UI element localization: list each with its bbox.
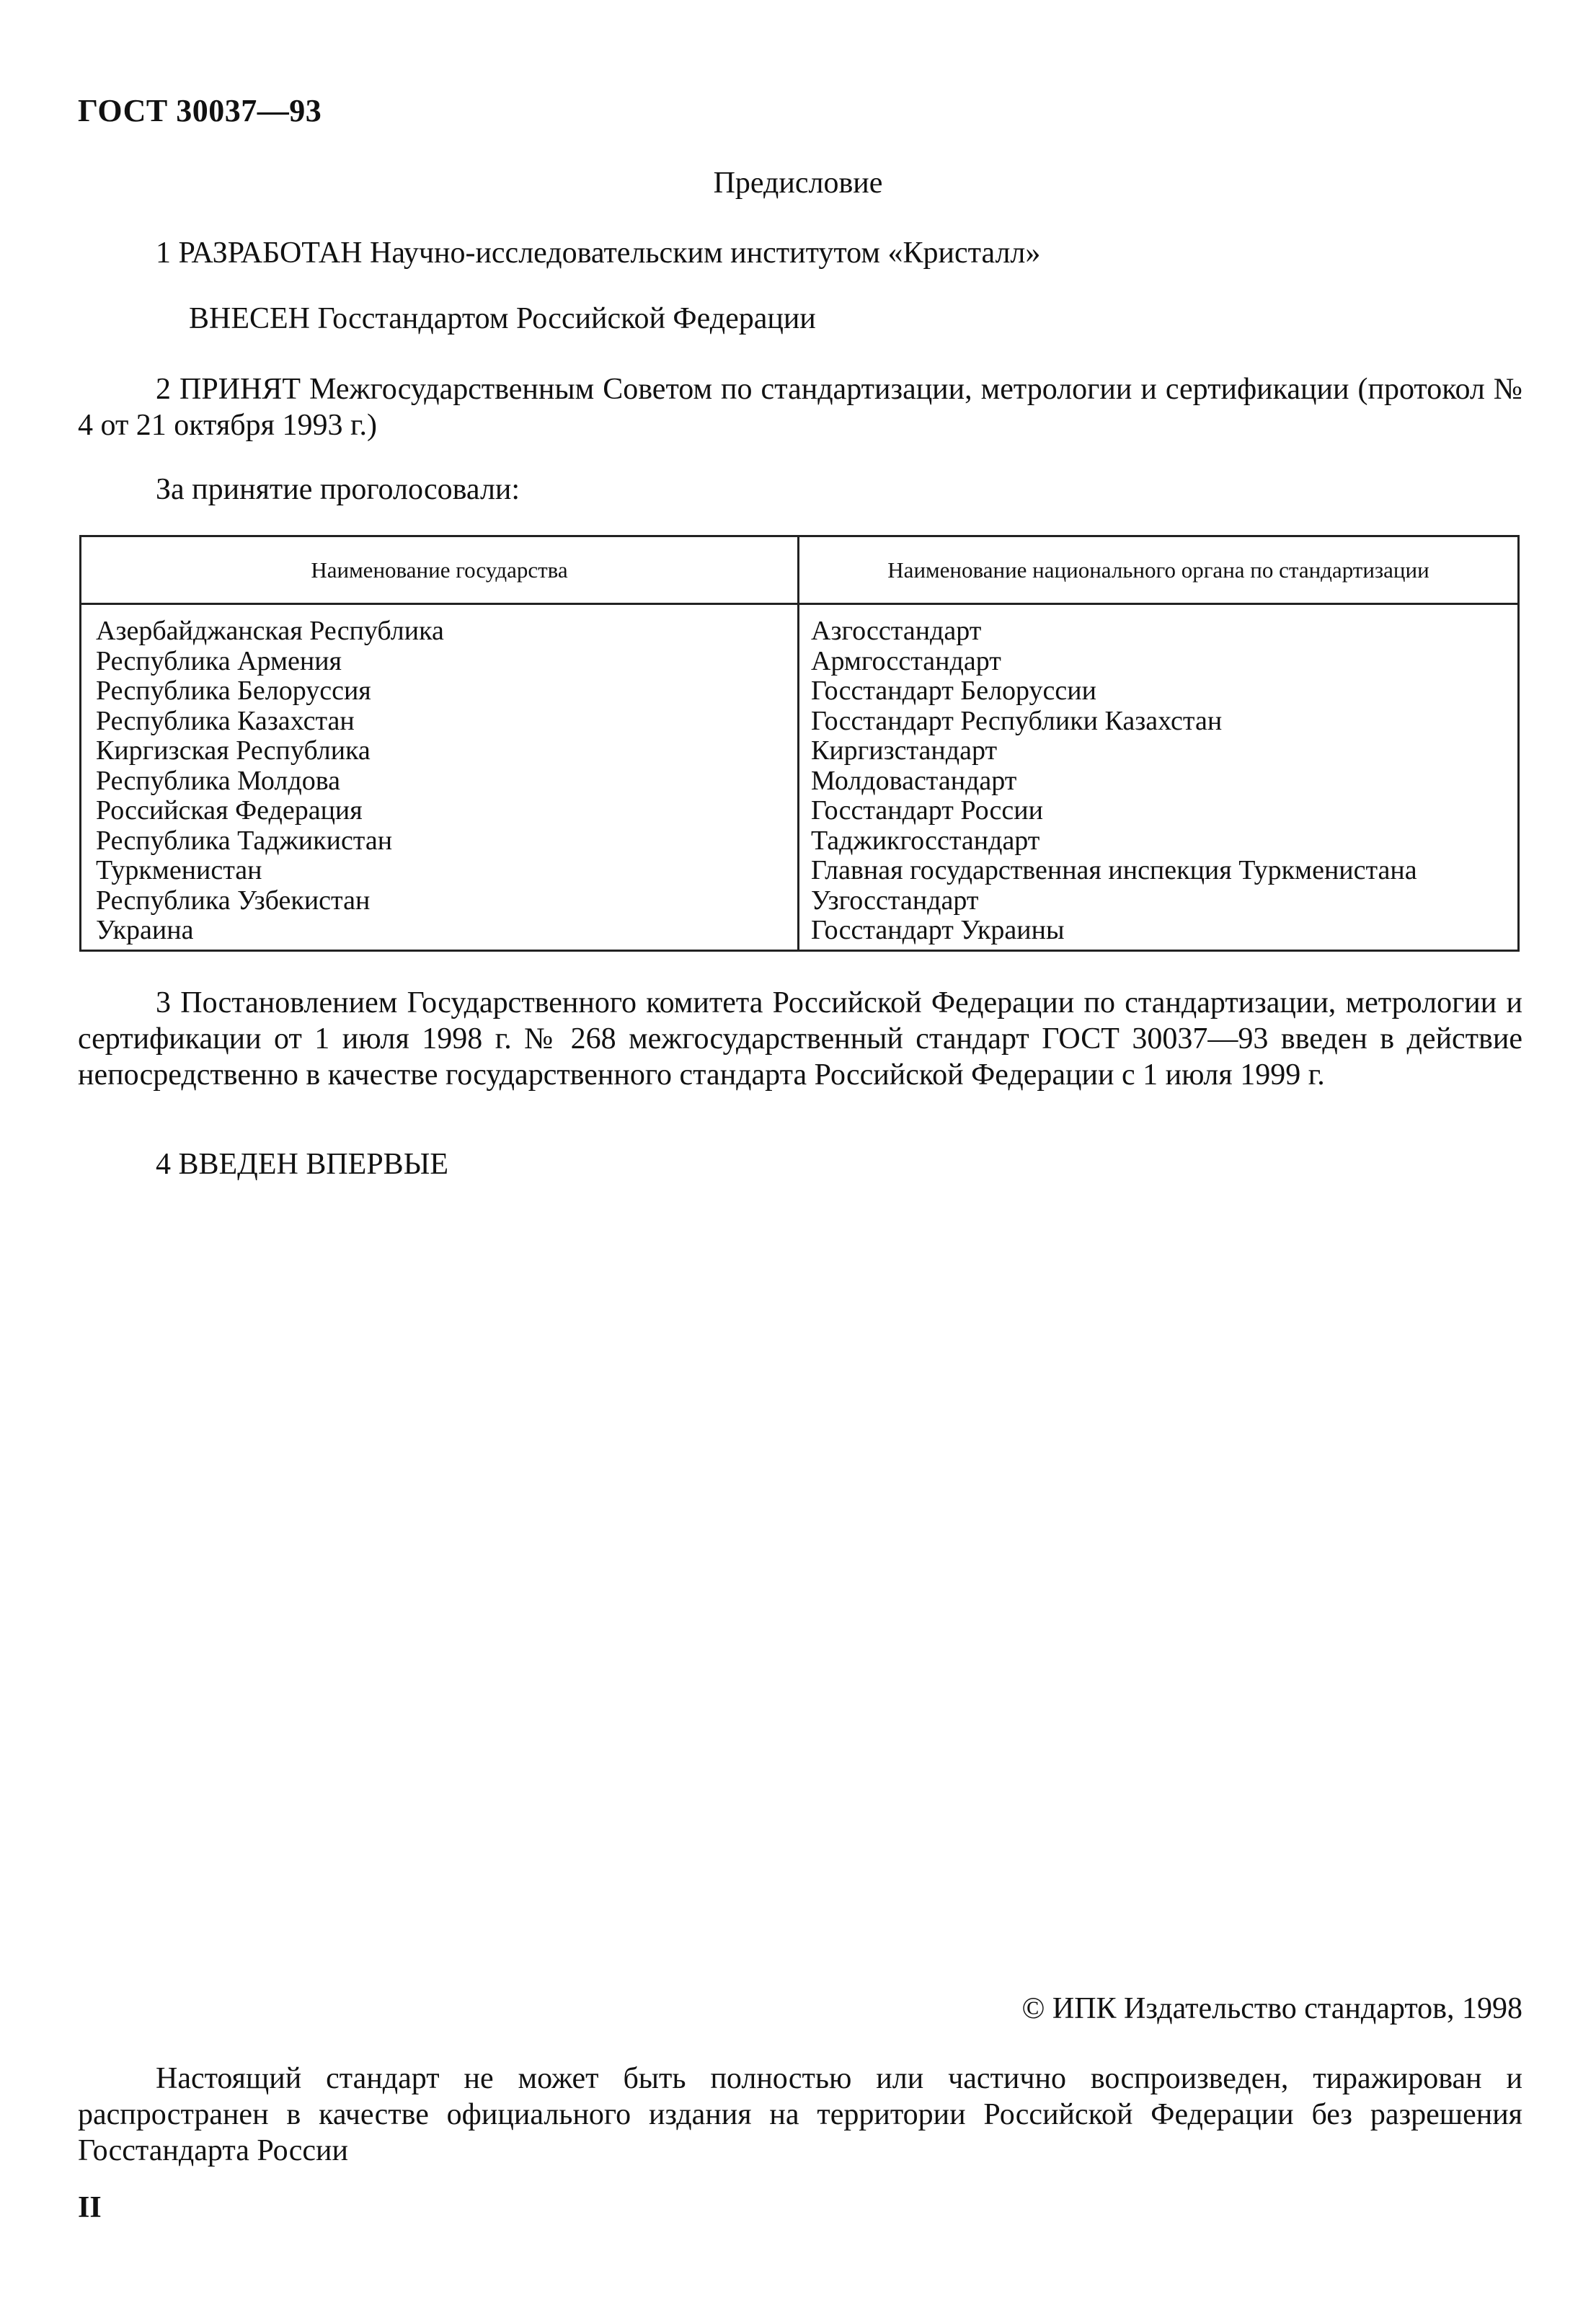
table-cell-national-body: Киргизстандарт [811, 735, 998, 766]
table-cell-national-body: Азгосстандарт [811, 616, 982, 646]
column-divider [797, 537, 799, 950]
table-cell-state: Республика Белоруссия [96, 676, 371, 706]
national-bodies-column [811, 616, 1417, 946]
item-1-developed: 1 РАЗРАБОТАН Научно-исследовательским институтом «Кристалл» [156, 236, 1041, 270]
table-cell-state: Республика Армения [96, 645, 342, 676]
table-cell-national-body: Армгосстандарт [811, 645, 1001, 676]
reproduction-notice: Настоящий стандарт не может быть полностью или частично воспроизведен, тиражирован и распространен в качестве официального издания на территории Российской Федерации без разрешения Госстандарта России [78, 2062, 1522, 2167]
table-cell-national-body: Молдовастандарт [811, 765, 1017, 796]
table-cell-state: Украина [96, 915, 194, 945]
table-cell-state: Республика Казахстан [96, 705, 355, 736]
table-cell-national-body: Госстандарт Украины [811, 915, 1065, 945]
vote-intro: За принятие проголосовали: [156, 473, 520, 506]
item-3-enacted: 3 Постановлением Государственного комитета Российской Федерации по стандартизации, метрологии и сертификации от 1 июля 1998 г. № 268 межгосударственный стандарт ГОСТ 30037—93 введен в действие непосредственно в качестве государственного стандарта Российской Федерации с 1 июля 1999 г. [78, 986, 1522, 1092]
table-cell-national-body: Госстандарт Республики Казахстан [811, 705, 1223, 736]
column-header-state: Наименование государства [311, 557, 568, 583]
document-code: ГОСТ 30037—93 [78, 93, 322, 128]
copyright-line: © ИПК Издательство стандартов, 1998 [1021, 1992, 1522, 2025]
item-1-submitted: ВНЕСЕН Госстандартом Российской Федерации [189, 302, 816, 335]
states-column [96, 616, 444, 946]
page-number: II [78, 2191, 102, 2224]
voting-table [79, 535, 1520, 952]
item-4-first-introduced: 4 ВВЕДЕН ВПЕРВЫЕ [156, 1148, 448, 1181]
table-cell-state: Киргизская Республика [96, 735, 371, 766]
table-cell-national-body: Главная государственная инспекция Туркменистана [811, 855, 1417, 885]
table-cell-state: Республика Таджикистан [96, 825, 393, 856]
table-cell-state: Российская Федерация [96, 795, 363, 826]
table-cell-state: Республика Молдова [96, 765, 341, 796]
table-cell-state: Республика Узбекистан [96, 885, 371, 916]
table-cell-state: Туркменистан [96, 855, 262, 885]
table-cell-national-body: Узгосстандарт [811, 885, 979, 916]
table-cell-national-body: Таджикгосстандарт [811, 825, 1040, 856]
page-title: Предисловие [713, 167, 883, 200]
table-cell-state: Азербайджанская Республика [96, 616, 444, 646]
column-header-national-body: Наименование национального органа по стандартизации [887, 557, 1429, 583]
item-2-adopted: 2 ПРИНЯТ Межгосударственным Советом по стандартизации, метрологии и сертификации (протокол № 4 от 21 октября 1993 г.) [78, 373, 1522, 442]
table-cell-national-body: Госстандарт России [811, 795, 1043, 826]
table-header [81, 537, 1517, 605]
table-cell-national-body: Госстандарт Белоруссии [811, 676, 1096, 706]
